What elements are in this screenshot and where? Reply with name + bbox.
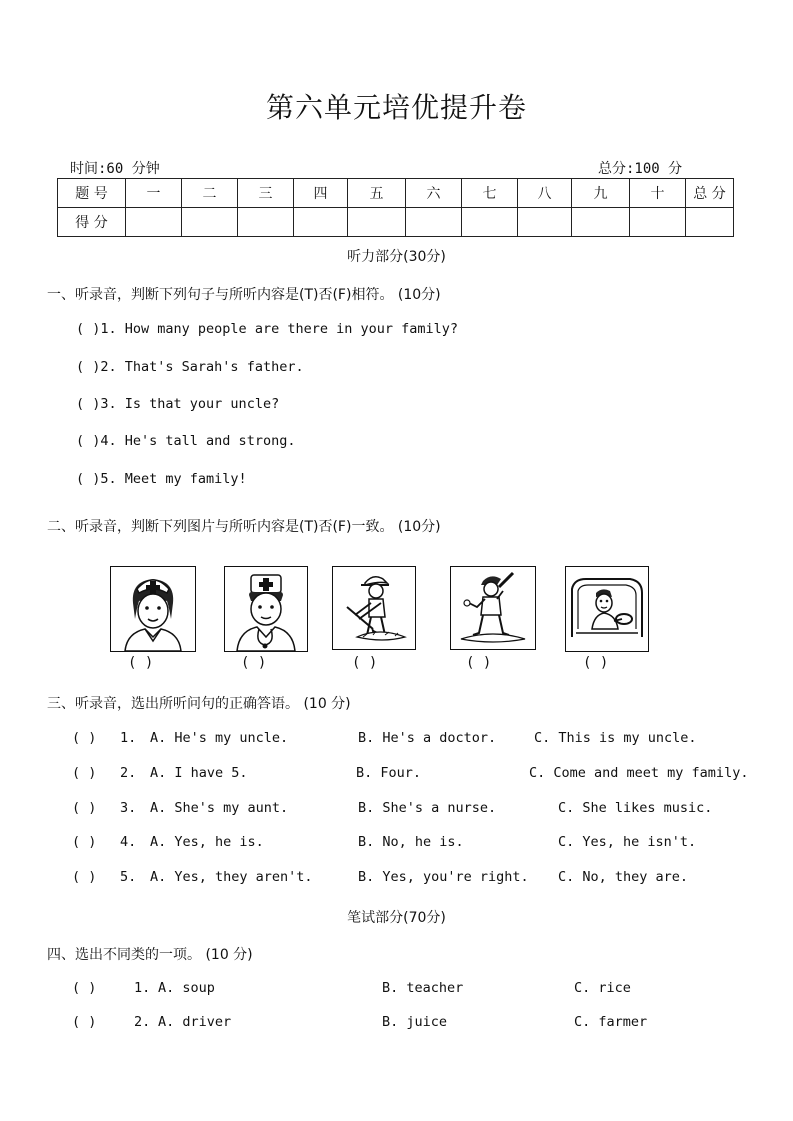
sec4-item-2-option-c: C. farmer [574, 1014, 648, 1030]
sec4-item-1-option-b: B. teacher [382, 980, 464, 996]
score-table-score-row [58, 208, 734, 237]
page-title: 第六单元培优提升卷 [265, 91, 527, 124]
picture-3-answer-blank[interactable]: ( ) [352, 655, 378, 671]
score-header-cell: 题 号 [58, 179, 126, 208]
nurse-woman-icon [111, 567, 195, 651]
score-cell[interactable] [126, 208, 182, 237]
sec1-item-2 [76, 359, 304, 375]
sec3-item-3-option-a: A. She's my aunt. [150, 800, 289, 816]
score-header-cell: 二 [182, 179, 238, 208]
score-header-cell: 六 [406, 179, 462, 208]
sec3-item-2-option-b: B. Four. [356, 765, 422, 781]
score-cell[interactable] [294, 208, 348, 237]
picture-4-answer-blank[interactable]: ( ) [466, 655, 492, 671]
picture-5-answer-blank[interactable]: ( ) [583, 655, 609, 671]
question-text: 3. Is that your uncle? [100, 396, 280, 412]
sec3-item-1-blank[interactable]: ( ) [72, 730, 97, 746]
sec3-item-4-blank[interactable]: ( ) [72, 834, 97, 850]
picture-2 [224, 566, 308, 652]
sec1-item-1 [76, 321, 458, 337]
sec3-item-3-num: 3. [120, 800, 137, 816]
answer-blank[interactable]: ( ) [76, 471, 101, 487]
time-label: 时间:60 分钟 [70, 161, 160, 177]
sec3-item-5-option-a: A. Yes, they aren't. [150, 869, 313, 885]
score-header-cell: 五 [348, 179, 406, 208]
score-cell[interactable] [630, 208, 686, 237]
section-1-title: 一、听录音，判断下列句子与所听内容是(T)否(F)相符。 (10分) [47, 287, 441, 303]
picture-2-answer-blank[interactable]: ( ) [241, 655, 267, 671]
sec4-item-1-num: 1. [134, 980, 151, 996]
section-3-title: 三、听录音，选出所听问句的正确答语。 (10 分) [47, 696, 351, 712]
section-2-title: 二、听录音，判断下列图片与所听内容是(T)否(F)一致。 (10分) [47, 519, 441, 535]
sec3-item-3-option-c: C. She likes music. [558, 800, 713, 816]
score-table [57, 178, 734, 237]
answer-blank[interactable]: ( ) [76, 321, 101, 337]
sec3-item-4-num: 4. [120, 834, 137, 850]
sec1-item-3 [76, 396, 279, 412]
sec3-item-5-num: 5. [120, 869, 137, 885]
question-text: 5. Meet my family! [100, 471, 247, 487]
sec3-item-1-option-c: C. This is my uncle. [534, 730, 697, 746]
listening-header: 听力部分(30分) [347, 249, 446, 265]
sec3-item-1-option-b: B. He's a doctor. [358, 730, 497, 746]
score-header-cell: 七 [462, 179, 518, 208]
score-cell[interactable] [686, 208, 734, 237]
answer-blank[interactable]: ( ) [76, 359, 101, 375]
score-table-header-row [58, 179, 734, 208]
picture-1-answer-blank[interactable]: ( ) [128, 655, 154, 671]
sec4-item-2-num: 2. [134, 1014, 151, 1030]
picture-1 [110, 566, 196, 652]
score-cell[interactable] [572, 208, 630, 237]
sec3-item-2-option-a: A. I have 5. [150, 765, 248, 781]
sec3-item-2-option-c: C. Come and meet my family. [529, 765, 749, 781]
sec3-item-5-blank[interactable]: ( ) [72, 869, 97, 885]
sec3-item-4-option-b: B. No, he is. [358, 834, 464, 850]
score-cell[interactable] [406, 208, 462, 237]
sec4-item-2-blank[interactable]: ( ) [72, 1014, 97, 1030]
score-cell[interactable] [182, 208, 238, 237]
sec3-item-4-option-a: A. Yes, he is. [150, 834, 264, 850]
sec4-item-1-option-a: A. soup [158, 980, 215, 996]
sec3-item-1-num: 1. [120, 730, 137, 746]
sec3-item-3-option-b: B. She's a nurse. [358, 800, 497, 816]
sec3-item-5-option-c: C. No, they are. [558, 869, 689, 885]
score-header-cell: 一 [126, 179, 182, 208]
score-row-label: 得 分 [58, 208, 126, 237]
sec3-item-2-blank[interactable]: ( ) [72, 765, 97, 781]
sec3-item-3-blank[interactable]: ( ) [72, 800, 97, 816]
score-cell[interactable] [348, 208, 406, 237]
score-header-cell: 十 [630, 179, 686, 208]
sec3-item-4-option-c: C. Yes, he isn't. [558, 834, 697, 850]
picture-4 [450, 566, 536, 650]
doctor-man-icon [225, 567, 307, 651]
sec3-item-5-option-b: B. Yes, you're right. [358, 869, 529, 885]
sec4-item-2-option-a: A. driver [158, 1014, 232, 1030]
score-header-cell: 三 [238, 179, 294, 208]
section-4-title: 四、选出不同类的一项。 (10 分) [47, 947, 253, 963]
score-cell[interactable] [462, 208, 518, 237]
question-text: 2. That's Sarah's father. [100, 359, 304, 375]
picture-3 [332, 566, 416, 650]
score-header-cell: 四 [294, 179, 348, 208]
score-header-cell: 八 [518, 179, 572, 208]
farmer-hoeing-icon [333, 567, 415, 649]
sec4-item-1-blank[interactable]: ( ) [72, 980, 97, 996]
sec1-item-5 [76, 471, 247, 487]
score-header-cell: 九 [572, 179, 630, 208]
sec4-item-1-option-c: C. rice [574, 980, 631, 996]
question-text: 1. How many people are there in your family? [100, 321, 459, 337]
picture-5 [565, 566, 649, 652]
sec4-item-2-option-b: B. juice [382, 1014, 448, 1030]
answer-blank[interactable]: ( ) [76, 396, 101, 412]
question-text: 4. He's tall and strong. [100, 433, 296, 449]
sec3-item-2-num: 2. [120, 765, 137, 781]
score-header-cell: 总 分 [686, 179, 734, 208]
score-cell[interactable] [238, 208, 294, 237]
sec1-item-4 [76, 433, 295, 449]
writing-header: 笔试部分(70分) [347, 910, 446, 926]
score-cell[interactable] [518, 208, 572, 237]
car-driver-icon [566, 567, 648, 651]
sec3-item-1-option-a: A. He's my uncle. [150, 730, 289, 746]
baseball-player-icon [451, 567, 535, 649]
answer-blank[interactable]: ( ) [76, 433, 101, 449]
total-score-label: 总分:100 分 [598, 161, 683, 177]
